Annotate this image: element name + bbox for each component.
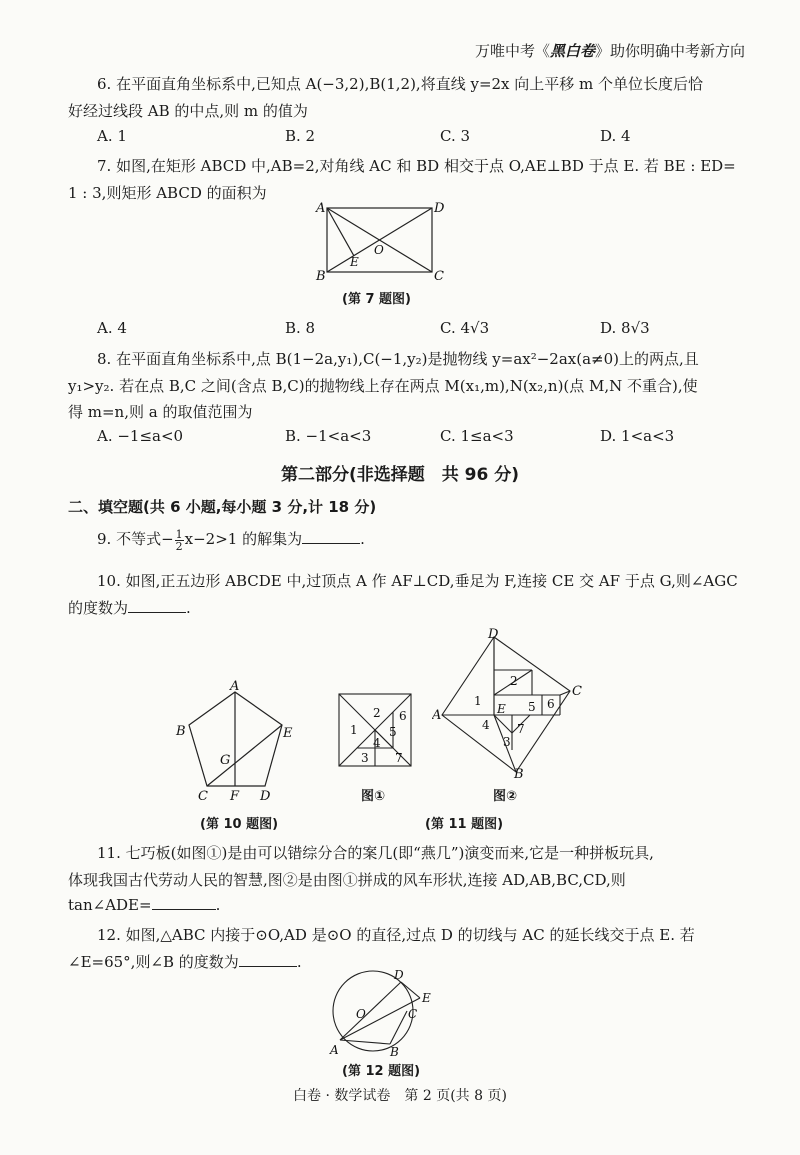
q8-line3: 得 m=n,则 a 的取值范围为 bbox=[68, 403, 253, 421]
q11-label-c: C bbox=[572, 684, 582, 699]
piece-3: 3 bbox=[361, 751, 369, 765]
q12-figure bbox=[322, 966, 442, 1060]
q12-label-d: D bbox=[394, 968, 404, 982]
q12-label-b: B bbox=[390, 1045, 399, 1059]
q8-line1: 8. 在平面直角坐标系中,点 B(1−2a,y₁),C(−1,y₂)是抛物线 y=ax²−2ax(a≠0)上的两点,且 bbox=[97, 350, 699, 368]
diameter-ad bbox=[340, 982, 401, 1040]
q7-figure bbox=[310, 200, 450, 282]
q6-option-d: D. 4 bbox=[600, 127, 631, 145]
q10-figure-caption: (第 10 题图) bbox=[200, 817, 279, 832]
q7-label-d: D bbox=[434, 201, 445, 216]
q9-line: 9. 不等式− $\frac{1}{2}$ x−2>1 的解集为 . bbox=[97, 527, 365, 553]
q11-answer-blank[interactable] bbox=[152, 895, 216, 910]
q7-label-b: B bbox=[316, 269, 326, 282]
page-header: 万唯中考《黑白卷》助你明确中考新方向 bbox=[474, 42, 745, 60]
q8-option-c: C. 1≤a<3 bbox=[440, 427, 514, 445]
brand-name: 黑白卷 bbox=[549, 42, 595, 60]
q11-figure-1 bbox=[335, 690, 415, 772]
q10-label-c: C bbox=[198, 789, 208, 804]
q11-fig2-label: 图② bbox=[493, 789, 518, 804]
q11-line1: 11. 七巧板(如图①)是由可以错综分合的案几(即“燕几”)演变而来,它是一种拼板玩具, bbox=[97, 844, 654, 862]
q6-line1: 6. 在平面直角坐标系中,已知点 A(−3,2),B(1,2),将直线 y=2x 向上平移 m 个单位长度后恰 bbox=[97, 75, 704, 93]
w-piece-5: 5 bbox=[528, 700, 536, 714]
q8-option-a: A. −1≤a<0 bbox=[97, 427, 184, 445]
section2-title: 二、填空题(共 6 小题,每小题 3 分,计 18 分) bbox=[68, 498, 377, 516]
q10-label-e: E bbox=[283, 726, 293, 741]
w-piece-6: 6 bbox=[547, 697, 555, 711]
q10-label-a: A bbox=[230, 680, 240, 694]
piece-1: 1 bbox=[350, 723, 358, 737]
q10-line1: 10. 如图,正五边形 ABCDE 中,过顶点 A 作 AF⊥CD,垂足为 F,连接 CE 交 AF 于点 G,则∠AGC bbox=[97, 572, 738, 590]
w-piece-4: 4 bbox=[482, 718, 490, 732]
q10-line2-wrap: 的度数为 . bbox=[68, 599, 191, 617]
q7-line2: 1 : 3,则矩形 ABCD 的面积为 bbox=[68, 184, 267, 202]
q7-label-a: A bbox=[316, 201, 326, 216]
q7-option-c: C. 4√3 bbox=[440, 319, 490, 337]
piece-2: 2 bbox=[373, 706, 381, 720]
segment-ae bbox=[327, 208, 354, 256]
piece-5: 5 bbox=[389, 725, 397, 739]
q10-answer-blank[interactable] bbox=[128, 598, 186, 613]
w-piece-1: 1 bbox=[474, 694, 482, 708]
q12-line2-wrap: ∠E=65°,则∠B 的度数为 . bbox=[68, 953, 302, 971]
q7-option-b: B. 8 bbox=[285, 319, 316, 337]
q8-option-d: D. 1<a<3 bbox=[600, 427, 675, 445]
q10-figure bbox=[170, 680, 300, 805]
q7-option-a: A. 4 bbox=[97, 319, 127, 337]
q11-label-e: E bbox=[497, 702, 506, 716]
q11-label-b: B bbox=[514, 767, 524, 780]
q10-label-f: F bbox=[230, 789, 240, 804]
q11-label-d: D bbox=[488, 627, 499, 642]
q10-label-d: D bbox=[260, 789, 271, 804]
q9-fraction: $\frac{1}{2}$ bbox=[175, 527, 183, 553]
q11-line3-wrap: tan∠ADE= . bbox=[68, 896, 221, 914]
q12-answer-blank[interactable] bbox=[239, 952, 297, 967]
q11-label-a: A bbox=[432, 708, 442, 723]
q12-line1: 12. 如图,△ABC 内接于⊙O,AD 是⊙O 的直径,过点 D 的切线与 AC 的延长线交于点 E. 若 bbox=[97, 926, 695, 944]
q11-fig1-label: 图① bbox=[361, 789, 386, 804]
piece-6: 6 bbox=[399, 709, 407, 723]
w-piece-2: 2 bbox=[510, 674, 518, 688]
q6-option-a: A. 1 bbox=[97, 127, 127, 145]
q6-line2: 好经过线段 AB 的中点,则 m 的值为 bbox=[68, 102, 308, 120]
page-footer: 白卷 · 数学试卷 第 2 页(共 8 页) bbox=[293, 1088, 507, 1104]
q7-figure-caption: (第 7 题图) bbox=[342, 292, 411, 307]
q9-answer-blank[interactable] bbox=[302, 529, 360, 544]
circle-o bbox=[333, 971, 413, 1051]
q12-label-a: A bbox=[330, 1043, 339, 1057]
q7-line1: 7. 如图,在矩形 ABCD 中,AB=2,对角线 AC 和 BD 相交于点 O,AE⊥BD 于点 E. 若 BE : ED= bbox=[97, 157, 736, 175]
q6-option-b: B. 2 bbox=[285, 127, 316, 145]
part2-title: 第二部分(非选择题 共 96 分) bbox=[280, 465, 520, 485]
q11-line2: 体现我国古代劳动人民的智慧,图②是由图①拼成的风车形状,连接 AD,AB,BC,CD,则 bbox=[68, 871, 626, 889]
q7-option-d: D. 8√3 bbox=[600, 319, 650, 337]
q11-figure-caption: (第 11 题图) bbox=[425, 817, 504, 832]
piece-7: 7 bbox=[395, 751, 403, 765]
segment-bc bbox=[390, 1011, 407, 1044]
q12-label-c: C bbox=[408, 1007, 418, 1021]
q10-label-g: G bbox=[220, 753, 231, 768]
piece-4: 4 bbox=[373, 736, 381, 750]
q12-figure-caption: (第 12 题图) bbox=[342, 1064, 421, 1079]
segment-ce bbox=[207, 725, 282, 786]
q7-label-e: E bbox=[350, 255, 359, 269]
q11-figure-2 bbox=[432, 625, 592, 780]
q12-label-e: E bbox=[422, 991, 431, 1005]
w-piece-7: 7 bbox=[517, 722, 525, 736]
q10-label-b: B bbox=[176, 724, 186, 739]
q12-label-o: O bbox=[356, 1007, 366, 1021]
w-piece-3: 3 bbox=[503, 735, 511, 749]
q7-label-c: C bbox=[434, 269, 444, 282]
q7-label-o: O bbox=[374, 243, 384, 257]
q8-line2: y₁>y₂. 若在点 B,C 之间(含点 B,C)的抛物线上存在两点 M(x₁,m),N(x₂,n)(点 M,N 不重合),使 bbox=[68, 377, 698, 395]
q8-option-b: B. −1<a<3 bbox=[285, 427, 372, 445]
q6-option-c: C. 3 bbox=[440, 127, 471, 145]
